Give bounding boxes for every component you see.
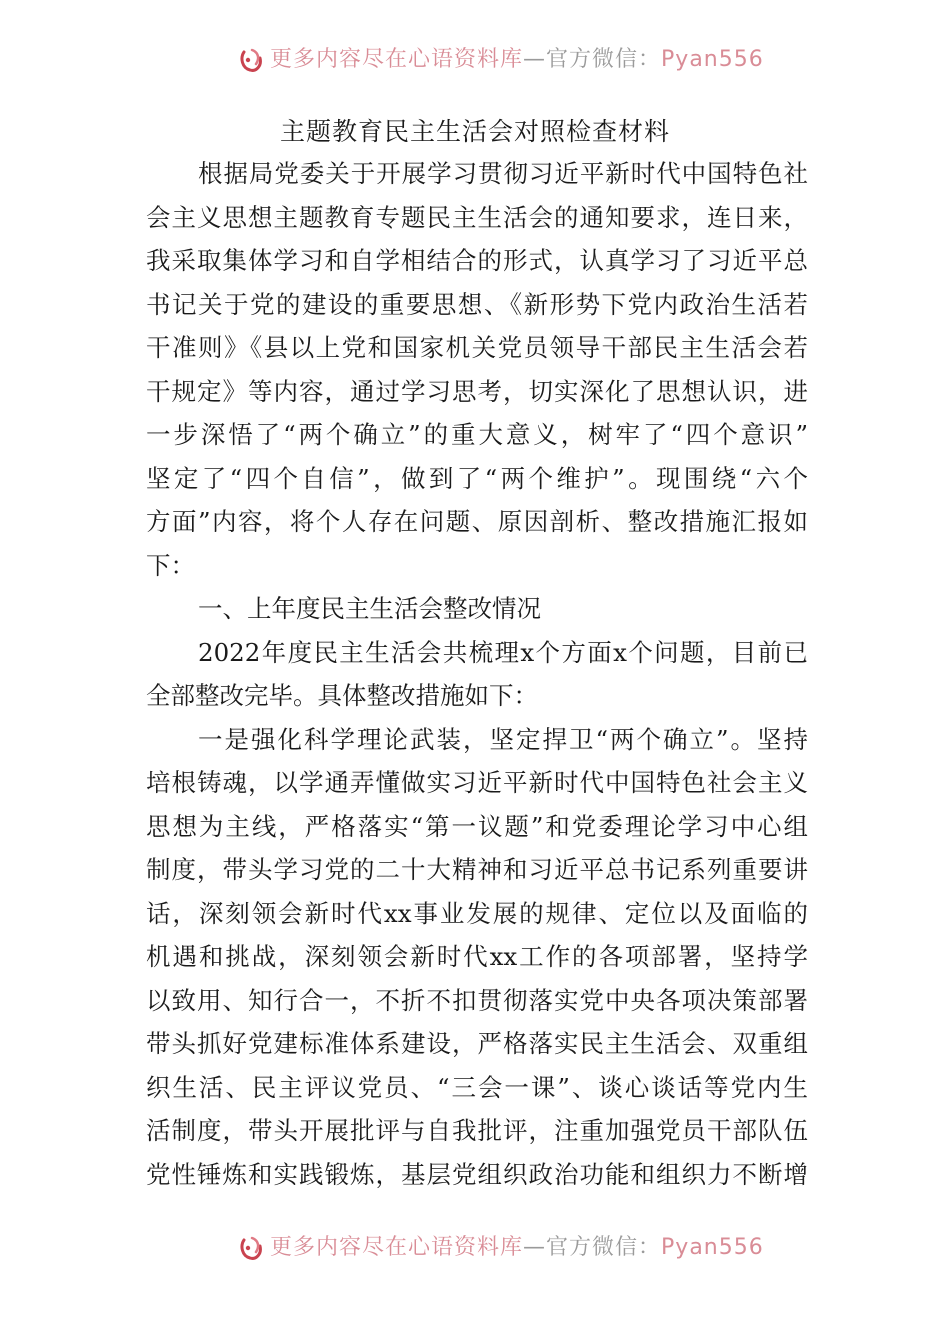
- body-line: 干规定》等内容，通过学习思考，切实深化了思想认识，进: [146, 376, 808, 406]
- body-line: 书记关于党的建设的重要思想、《新形势下党内政治生活若: [146, 289, 808, 319]
- body-line: 干准则》《县以上党和国家机关党员领导干部民主生活会若: [146, 333, 808, 362]
- section-heading: 一、上年度民主生活会整改情况: [198, 594, 541, 623]
- body-line: 以致用、知行合一，不折不扣贯彻落实党中央各项决策部署: [146, 985, 808, 1015]
- brand-logo-icon: [238, 46, 268, 76]
- watermark-header: [0, 40, 950, 80]
- body-line: 党性锤炼和实践锻炼，基层党组织政治功能和组织力不断增: [146, 1159, 808, 1189]
- body-line: 活制度，带头开展批评与自我批评，注重加强党员干部队伍: [146, 1116, 808, 1145]
- watermark-wechat-id: Pyan556: [661, 47, 764, 72]
- watermark-wechat-id: Pyan556: [661, 1235, 764, 1260]
- watermark-footer: [0, 1228, 950, 1268]
- body-line: 织生活、民主评议党员、“三会一课”、谈心谈话等党内生: [146, 1072, 808, 1102]
- body-line: 2022年度民主生活会共梳理x个方面x个问题，目前已: [198, 637, 808, 667]
- body-line: 方面”内容，将个人存在问题、原因剖析、整改措施汇报如: [146, 507, 808, 536]
- body-line: 根据局党委关于开展学习贯彻习近平新时代中国特色社: [198, 159, 808, 188]
- watermark-wechat-label: —官方微信：: [523, 1235, 662, 1260]
- body-line: 带头抓好党建标准体系建设，严格落实民主生活会、双重组: [146, 1029, 808, 1058]
- body-line: 下：: [146, 550, 195, 580]
- body-line: 坚定了“四个自信”，做到了“两个维护”。现围绕“六个: [146, 463, 808, 493]
- body-line: 一步深悟了“两个确立”的重大意义，树牢了“四个意识”: [146, 420, 808, 449]
- document-body: [146, 152, 808, 1196]
- document-title: 主题教育民主生活会对照检查材料: [279, 117, 670, 146]
- body-line: 全部整改完毕。具体整改措施如下：: [146, 681, 538, 710]
- body-line: 一是强化科学理论武装，坚定捍卫“两个确立”。坚持: [198, 724, 808, 754]
- watermark-wechat-label: —官方微信：: [523, 47, 662, 72]
- watermark-text: 更多内容尽在心语资料库: [270, 1235, 524, 1260]
- body-line: 机遇和挑战，深刻领会新时代xx工作的各项部署，坚持学: [146, 942, 808, 971]
- body-line: 思想为主线，严格落实“第一议题”和党委理论学习中心组: [146, 811, 808, 841]
- body-line: 制度，带头学习党的二十大精神和习近平总书记系列重要讲: [146, 855, 808, 884]
- body-line: 培根铸魂，以学通弄懂做实习近平新时代中国特色社会主义: [146, 768, 808, 797]
- brand-logo-icon: [238, 1234, 268, 1264]
- body-line: 会主义思想主题教育专题民主生活会的通知要求，连日来，: [146, 202, 808, 232]
- body-line: 话，深刻领会新时代xx事业发展的规律、定位以及面临的: [146, 898, 808, 928]
- watermark-text: 更多内容尽在心语资料库: [270, 47, 524, 72]
- body-line: 我采取集体学习和自学相结合的形式，认真学习了习近平总: [146, 246, 808, 275]
